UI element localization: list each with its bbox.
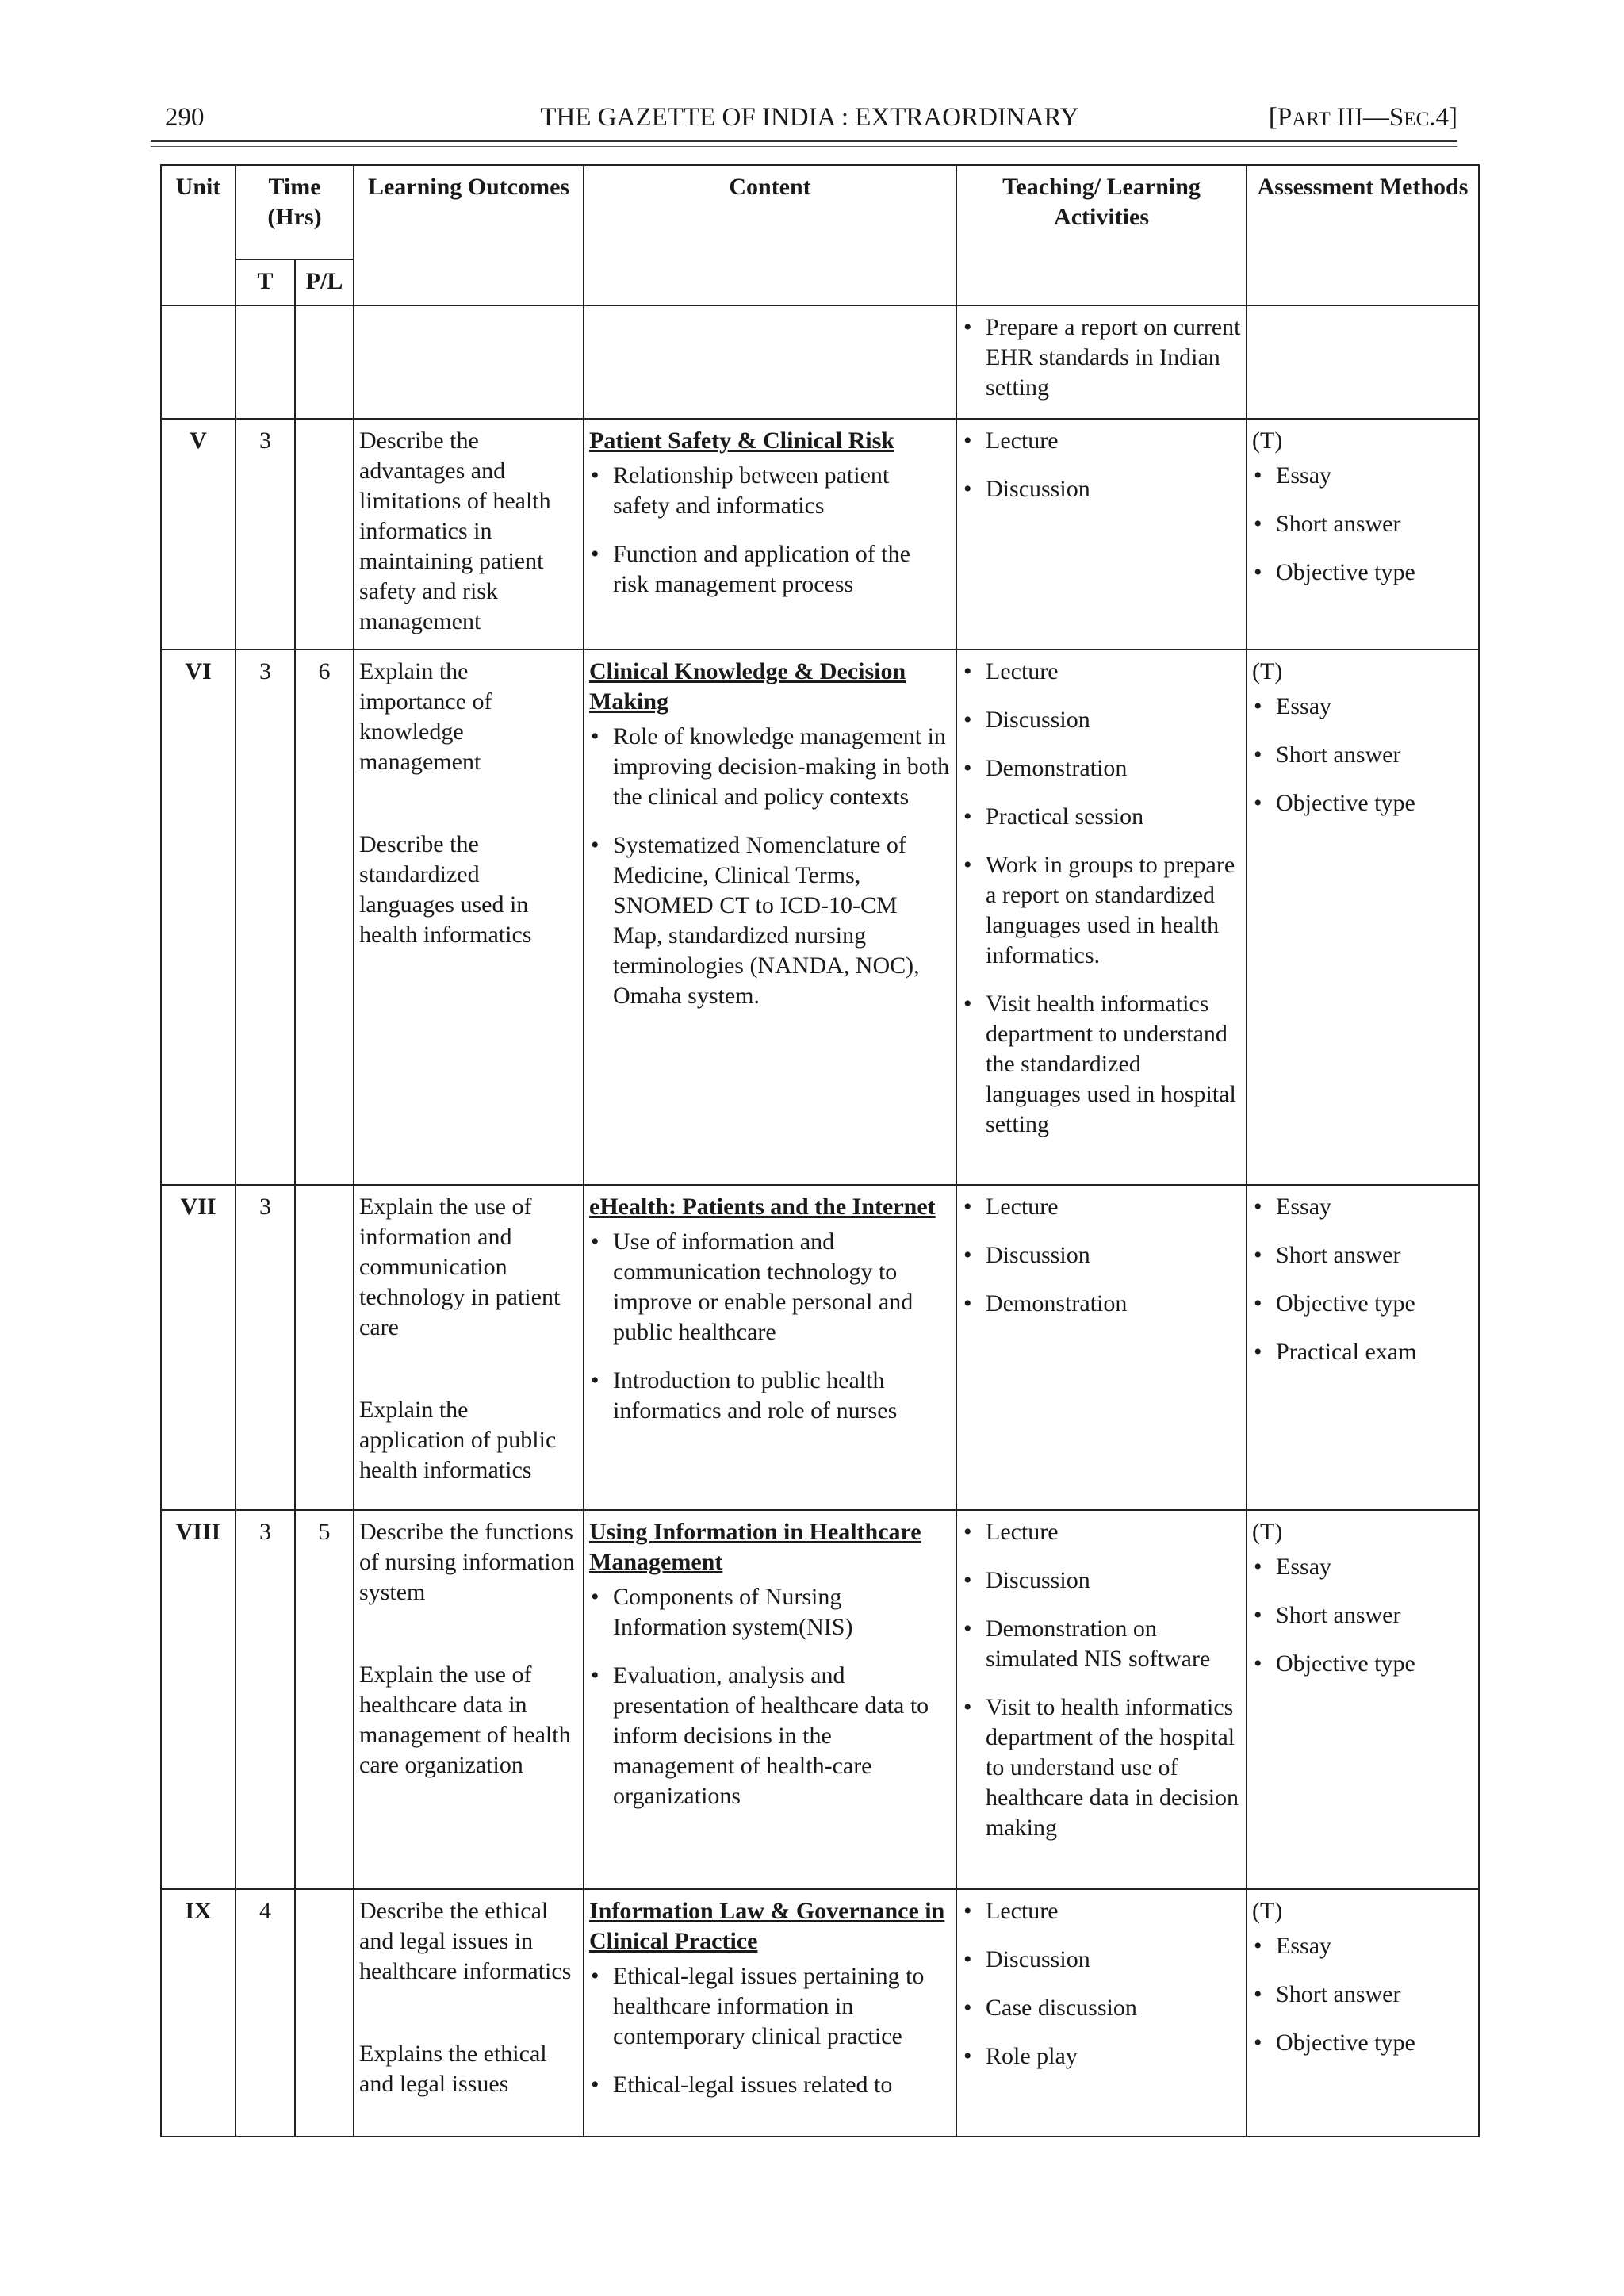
assessment-item: • Objective type bbox=[1252, 2028, 1473, 2058]
learning-outcome: Explain the application of public health informatics bbox=[359, 1397, 557, 1483]
theory-hours-cell: 3 bbox=[236, 1185, 295, 1510]
assessment-item-list bbox=[1252, 692, 1473, 818]
content-topic-title: eHealth: Patients and the Internet bbox=[589, 1194, 936, 1220]
learning-outcome: Describe the functions of nursing information system bbox=[359, 1519, 575, 1605]
assessment-type-label: (T) bbox=[1252, 1898, 1283, 1924]
activity-item: • Practical session bbox=[962, 802, 1241, 832]
assessment-type-label: (T) bbox=[1252, 427, 1283, 454]
assessment-cell bbox=[1247, 1889, 1479, 2137]
activity-item: • Visit to health informatics department of the hospital to understand use of healthcare data in decision making bbox=[962, 1692, 1241, 1843]
activity-item: • Lecture bbox=[962, 1192, 1241, 1222]
assessment-cell bbox=[1247, 650, 1479, 1185]
assessment-item: • Essay bbox=[1252, 1192, 1473, 1222]
assessment-item-list bbox=[1252, 1552, 1473, 1679]
practical-hours-cell: 6 bbox=[295, 650, 354, 1185]
content-cell bbox=[584, 650, 956, 1185]
activity-item: • Visit health informatics department to understand the standardized languages used in hospital setting bbox=[962, 989, 1241, 1140]
learning-outcomes-cell bbox=[354, 650, 584, 1185]
activity-item: • Lecture bbox=[962, 657, 1241, 687]
content-item: • Use of information and communication technology to improve or enable personal and public healthcare bbox=[589, 1227, 951, 1347]
learning-outcomes-cell bbox=[354, 1510, 584, 1889]
assessment-item: • Essay bbox=[1252, 461, 1473, 491]
assessment-cell bbox=[1247, 419, 1479, 650]
header-rule bbox=[151, 140, 1457, 142]
activity-item-list bbox=[962, 426, 1241, 504]
activity-item: • Discussion bbox=[962, 474, 1241, 504]
content-item: • Components of Nursing Information system(NIS) bbox=[589, 1582, 951, 1642]
col-header-unit: Unit bbox=[161, 165, 236, 305]
col-header-t: T bbox=[236, 259, 295, 305]
theory-hours-cell: 4 bbox=[236, 1889, 295, 2137]
col-header-content: Content bbox=[584, 165, 956, 305]
assessment-item: • Short answer bbox=[1252, 740, 1473, 770]
assessment-cell bbox=[1247, 1185, 1479, 1510]
content-item: • Ethical-legal issues related to bbox=[589, 2070, 951, 2100]
activity-item: • Discussion bbox=[962, 1240, 1241, 1271]
activity-item-list bbox=[962, 657, 1241, 1140]
practical-hours-cell bbox=[295, 419, 354, 650]
content-topic-title: Clinical Knowledge & Decision Making bbox=[589, 658, 906, 715]
assessment-item: • Short answer bbox=[1252, 1600, 1473, 1631]
col-header-pl: P/L bbox=[295, 259, 354, 305]
col-header-learning-outcomes: Learning Outcomes bbox=[354, 165, 584, 305]
assessment-item: • Essay bbox=[1252, 1552, 1473, 1582]
learning-outcomes-cell bbox=[354, 1185, 584, 1510]
unit-cell: VII bbox=[161, 1185, 236, 1510]
activity-item: • Lecture bbox=[962, 426, 1241, 456]
learning-outcomes-cell bbox=[354, 305, 584, 419]
activities-cell bbox=[956, 305, 1247, 419]
assessment-type-label: (T) bbox=[1252, 658, 1283, 684]
learning-outcome: Describe the standardized languages used in health informatics bbox=[359, 831, 532, 948]
learning-outcome: Explains the ethical and legal issues bbox=[359, 2041, 547, 2097]
table-row bbox=[161, 1510, 1479, 1889]
activities-cell bbox=[956, 650, 1247, 1185]
assessment-item-list bbox=[1252, 1931, 1473, 2058]
content-topic-title: Information Law & Governance in Clinical Practice bbox=[589, 1898, 945, 1954]
content-cell bbox=[584, 1185, 956, 1510]
activity-item-list bbox=[962, 312, 1241, 403]
content-cell bbox=[584, 419, 956, 650]
learning-outcome: Explain the use of healthcare data in management of health care organization bbox=[359, 1662, 571, 1778]
activity-item: • Case discussion bbox=[962, 1993, 1241, 2023]
practical-hours-cell bbox=[295, 1185, 354, 1510]
content-cell bbox=[584, 1510, 956, 1889]
assessment-item: • Short answer bbox=[1252, 1240, 1473, 1271]
syllabus-table bbox=[160, 164, 1480, 2137]
content-item-list bbox=[589, 722, 951, 1011]
gazette-title: THE GAZETTE OF INDIA : EXTRAORDINARY bbox=[540, 103, 1079, 132]
col-header-time: Time (Hrs) bbox=[236, 165, 354, 259]
activities-cell bbox=[956, 1510, 1247, 1889]
activity-item: • Demonstration bbox=[962, 753, 1241, 784]
content-cell bbox=[584, 1889, 956, 2137]
table-row bbox=[161, 1889, 1479, 2137]
assessment-item: • Essay bbox=[1252, 1931, 1473, 1961]
theory-hours-cell: 3 bbox=[236, 419, 295, 650]
content-item: • Function and application of the risk management process bbox=[589, 539, 951, 600]
content-topic-title: Patient Safety & Clinical Risk bbox=[589, 427, 894, 454]
page-number: 290 bbox=[165, 103, 205, 132]
content-cell bbox=[584, 305, 956, 419]
activity-item: • Discussion bbox=[962, 1945, 1241, 1975]
activity-item: • Lecture bbox=[962, 1517, 1241, 1547]
content-item-list bbox=[589, 1961, 951, 2100]
activities-cell bbox=[956, 419, 1247, 650]
content-item-list bbox=[589, 1227, 951, 1426]
assessment-cell bbox=[1247, 305, 1479, 419]
assessment-cell bbox=[1247, 1510, 1479, 1889]
assessment-item: • Objective type bbox=[1252, 788, 1473, 818]
assessment-item: • Essay bbox=[1252, 692, 1473, 722]
unit-cell: V bbox=[161, 419, 236, 650]
assessment-item-list bbox=[1252, 461, 1473, 588]
col-header-assessment: Assessment Methods bbox=[1247, 165, 1479, 305]
content-item: • Relationship between patient safety and informatics bbox=[589, 461, 951, 521]
content-item-list bbox=[589, 1582, 951, 1811]
content-topic-title: Using Information in Healthcare Management bbox=[589, 1519, 921, 1575]
part-section-label: [PART III—SEC.4] bbox=[1268, 103, 1457, 132]
content-item: • Introduction to public health informatics and role of nurses bbox=[589, 1366, 951, 1426]
content-item: • Ethical-legal issues pertaining to healthcare information in contemporary clinical practice bbox=[589, 1961, 951, 2052]
content-item: • Role of knowledge management in improving decision-making in both the clinical and policy contexts bbox=[589, 722, 951, 812]
unit-cell: IX bbox=[161, 1889, 236, 2137]
table-row bbox=[161, 419, 1479, 650]
content-item-list bbox=[589, 461, 951, 600]
activity-item-list bbox=[962, 1192, 1241, 1319]
header-rule-thin bbox=[151, 146, 1457, 147]
assessment-item: • Practical exam bbox=[1252, 1337, 1473, 1367]
activity-item: • Demonstration bbox=[962, 1289, 1241, 1319]
unit-cell: VIII bbox=[161, 1510, 236, 1889]
assessment-item: • Objective type bbox=[1252, 1289, 1473, 1319]
table-row bbox=[161, 650, 1479, 1185]
assessment-item-list bbox=[1252, 1192, 1473, 1367]
practical-hours-cell: 5 bbox=[295, 1510, 354, 1889]
learning-outcome: Explain the use of information and communication technology in patient care bbox=[359, 1194, 561, 1340]
assessment-item: • Short answer bbox=[1252, 509, 1473, 539]
activity-item-list bbox=[962, 1517, 1241, 1843]
activity-item: • Work in groups to prepare a report on standardized languages used in health informatics. bbox=[962, 850, 1241, 971]
activity-item: • Prepare a report on current EHR standards in Indian setting bbox=[962, 312, 1241, 403]
unit-cell: VI bbox=[161, 650, 236, 1185]
theory-hours-cell: 3 bbox=[236, 1510, 295, 1889]
learning-outcomes-cell bbox=[354, 1889, 584, 2137]
header-row bbox=[161, 165, 1479, 259]
learning-outcome: Explain the importance of knowledge management bbox=[359, 658, 492, 775]
learning-outcome: Describe the advantages and limitations of health informatics in maintaining patient safety and risk management bbox=[359, 427, 551, 634]
learning-outcome: Describe the ethical and legal issues in healthcare informatics bbox=[359, 1898, 572, 1984]
activity-item: • Demonstration on simulated NIS software bbox=[962, 1614, 1241, 1674]
activities-cell bbox=[956, 1889, 1247, 2137]
activity-item: • Discussion bbox=[962, 1566, 1241, 1596]
practical-hours-cell bbox=[295, 1889, 354, 2137]
theory-hours-cell: 3 bbox=[236, 650, 295, 1185]
assessment-item: • Short answer bbox=[1252, 1980, 1473, 2010]
unit-cell bbox=[161, 305, 236, 419]
activity-item-list bbox=[962, 1896, 1241, 2072]
col-header-activities: Teaching/ Learning Activities bbox=[956, 165, 1247, 305]
assessment-item: • Objective type bbox=[1252, 1649, 1473, 1679]
assessment-item: • Objective type bbox=[1252, 558, 1473, 588]
learning-outcomes-cell bbox=[354, 419, 584, 650]
table-row bbox=[161, 1185, 1479, 1510]
activity-item: • Role play bbox=[962, 2041, 1241, 2072]
activity-item: • Lecture bbox=[962, 1896, 1241, 1926]
page-header bbox=[162, 95, 1457, 140]
practical-hours-cell bbox=[295, 305, 354, 419]
content-item: • Systematized Nomenclature of Medicine, Clinical Terms, SNOMED CT to ICD-10-CM Map, standardized nursing terminologies (NANDA, NOC), Omaha system. bbox=[589, 830, 951, 1011]
table-row bbox=[161, 305, 1479, 419]
activities-cell bbox=[956, 1185, 1247, 1510]
activity-item: • Discussion bbox=[962, 705, 1241, 735]
content-item: • Evaluation, analysis and presentation of healthcare data to inform decisions in the management of health-care organizations bbox=[589, 1661, 951, 1811]
assessment-type-label: (T) bbox=[1252, 1519, 1283, 1545]
theory-hours-cell bbox=[236, 305, 295, 419]
